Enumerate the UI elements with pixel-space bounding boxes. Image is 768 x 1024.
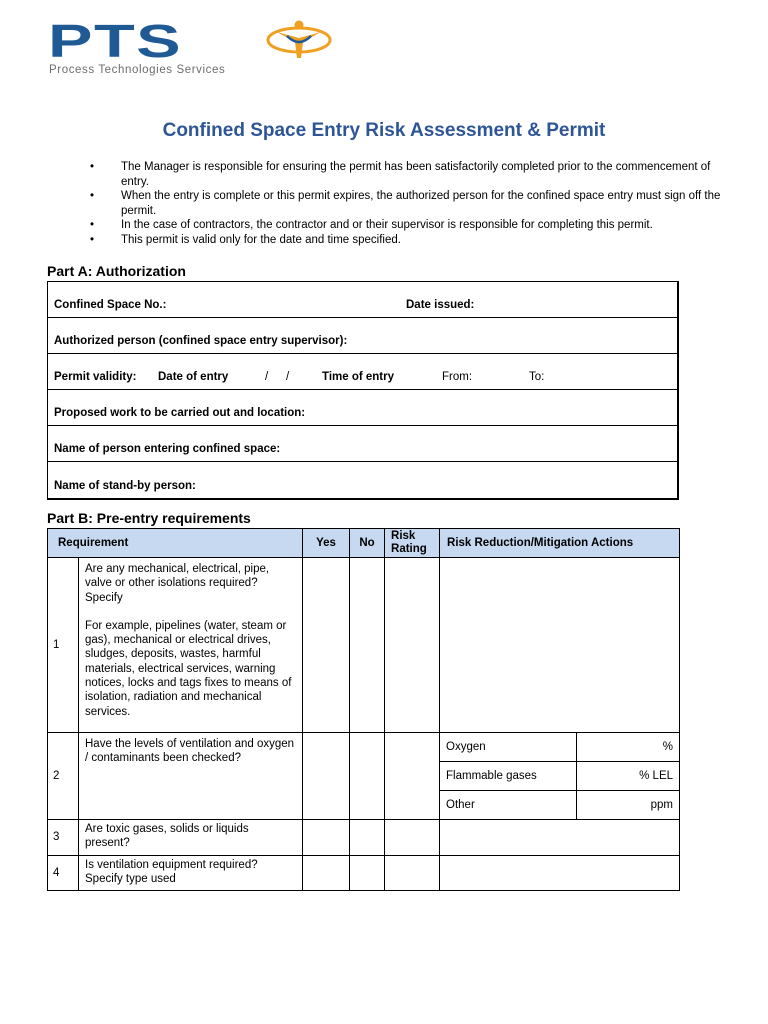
date-slash-1: / [265,371,269,383]
pre-entry-table [47,528,680,891]
measurement-row [440,762,679,791]
date-issued-label: Date issued: [406,299,475,311]
measurements-cell [440,733,680,820]
no-header: No [350,529,385,558]
bullet-glyph: • [90,161,95,173]
to-label: To: [529,371,545,383]
actions-cell[interactable] [440,820,680,856]
actions-cell[interactable] [440,855,680,891]
measurement-row [440,791,679,820]
bullet-glyph: • [90,219,95,232]
part-b-heading: Part B: Pre-entry requirements [47,510,251,526]
instructions-list [90,160,730,248]
measure-unit[interactable]: % LEL [577,762,680,791]
logo-wordmark: PTS [48,15,183,67]
requirement-header: Requirement [48,529,303,558]
yes-header: Yes [303,529,350,558]
table-row [48,558,680,733]
person-entering-row [48,426,677,462]
bullet-glyph: • [90,190,95,203]
row-number: 3 [48,820,79,856]
time-of-entry-label: Time of entry [322,371,394,383]
no-cell[interactable] [350,558,385,733]
actions-cell[interactable] [440,558,680,733]
row-number: 4 [48,855,79,891]
risk-rating-cell[interactable] [385,855,440,891]
bullet-glyph: • [90,233,95,246]
yes-cell[interactable] [303,558,350,733]
permit-validity-label: Permit validity: [54,371,137,383]
row-number: 2 [48,733,79,820]
page-title: Confined Space Entry Risk Assessment & Permit [162,120,606,141]
measure-label: Oxygen [440,733,577,762]
risk-rating-cell[interactable] [385,820,440,856]
person-entering-label: Name of person entering confined space: [54,443,281,455]
requirement-cell: Is ventilation equipment required? Specify type used [79,855,303,891]
risk-rating-cell[interactable] [385,733,440,820]
list-item: • When the entry is complete or this permit expires, the authorized person for the confined space entry must sign off the permit. [90,190,721,217]
confined-space-row [48,282,677,318]
permit-validity-row [48,354,677,390]
list-item: • This permit is valid only for the date and time specified. [90,233,401,246]
date-slash-2: / [286,371,290,383]
authorization-table [47,281,679,500]
table-row [48,820,680,856]
authorized-person-label: Authorized person (confined space entry supervisor): [54,335,348,347]
no-cell[interactable] [350,820,385,856]
logo-tagline: Process Technologies Services [49,64,226,76]
proposed-work-row [48,390,677,426]
confined-space-no-label: Confined Space No.: [54,299,167,311]
yes-cell[interactable] [303,855,350,891]
measure-unit[interactable]: % [577,733,680,762]
standby-person-row [48,462,677,498]
requirement-cell: Are any mechanical, electrical, pipe, valve or other isolations required? Specify For example, pipelines (water, steam or gas), mechanical or electrical drives, sludges, deposits, wastes, harmful materials, electrical services, warning notices, locks and tags fixes to means of isolation, radiation and mechanical services. [79,558,303,733]
measure-label: Flammable gases [440,762,577,791]
part-a-heading: Part A: Authorization [47,263,186,279]
proposed-work-label: Proposed work to be carried out and location: [54,407,306,419]
table-row [48,855,680,891]
date-of-entry-label: Date of entry [158,371,229,383]
risk-rating-header: Risk Rating [385,529,440,558]
table-header-row [48,529,680,558]
authorized-person-row [48,318,677,354]
yes-cell[interactable] [303,733,350,820]
list-item: • The Manager is responsible for ensuring the permit has been satisfactorily completed prior to the commencement of entry. [90,161,711,188]
risk-rating-cell[interactable] [385,558,440,733]
measurement-row [440,733,679,762]
requirement-cell: Are toxic gases, solids or liquids present? [79,820,303,856]
no-cell[interactable] [350,855,385,891]
requirement-cell: Have the levels of ventilation and oxygen / contaminants been checked? [79,733,303,820]
from-label: From: [442,371,473,383]
row-number: 1 [48,558,79,733]
measurements-table [440,733,679,819]
table-row [48,733,680,820]
no-cell[interactable] [350,733,385,820]
standby-person-label: Name of stand-by person: [54,480,196,492]
actions-header: Risk Reduction/Mitigation Actions [440,529,680,558]
measure-label: Other [446,799,475,811]
logo-figure-icon [265,18,333,62]
measure-unit[interactable]: ppm [577,791,680,820]
list-item: • In the case of contractors, the contractor and or their supervisor is responsible for completing this permit. [90,219,653,232]
yes-cell[interactable] [303,820,350,856]
pts-logo [48,15,348,80]
